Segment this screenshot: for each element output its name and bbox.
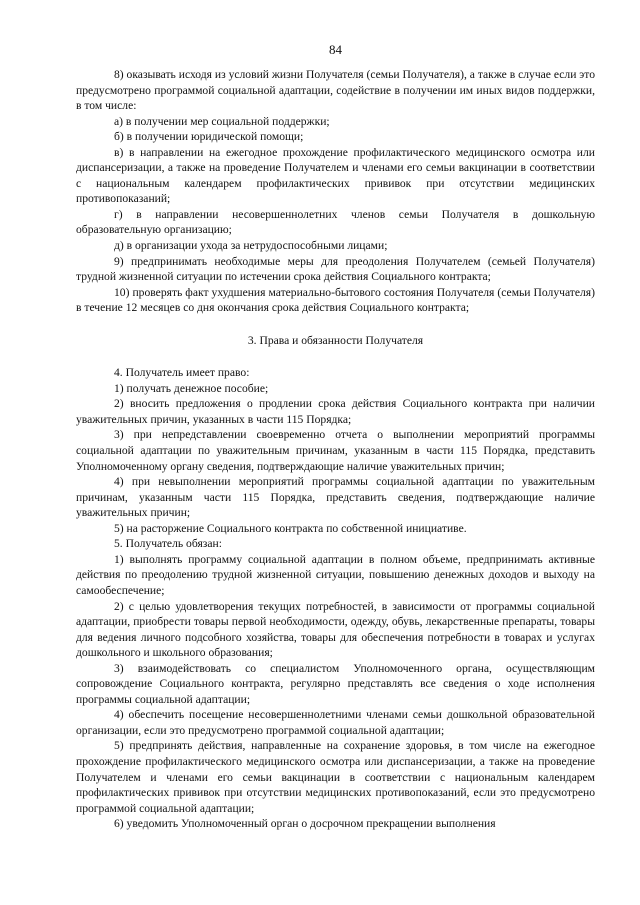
paragraph: 1) получать денежное пособие; (114, 381, 269, 395)
paragraph: г) в направлении несовершеннолетних членов семьи Получателя в дошкольную образовательную организацию; (76, 207, 595, 237)
paragraph: 8) оказывать исходя из условий жизни Получателя (семьи Получателя), а также в случае если это предусмотрено программой социальной адаптации, содействие в получении им иных видов поддержки, в том числе: (76, 68, 595, 113)
paragraph: 10) проверять факт ухудшения материально-бытового состояния Получателя (семьи Получателя) в течение 12 месяцев со дня окончания срока действия Социального контракта; (76, 285, 595, 315)
paragraph: 5. Получатель обязан: (114, 537, 222, 551)
paragraph: 4) при невыполнении мероприятий программы социальной адаптации по уважительным причинам, указанным части 115 Порядка, представить сведения, подтверждающие наличие уважительных причин; (76, 475, 595, 520)
paragraph: в) в направлении на ежегодное прохождение профилактического медицинского осмотра или диспансеризации, а также на проведение Получателем и членами его семьи вакцинации в соответствии с национальным календарем профилактических прививок при отсутствии медицинских противопоказаний; (76, 145, 595, 206)
paragraph: 3) при непредставлении своевременно отчета о выполнении мероприятий программы социальной адаптации по уважительным причинам, указанным в части 115 Порядка, представить Уполномоченному органу сведения, подтверждающие наличие уважительных причин; (76, 428, 595, 473)
section-heading: 3. Права и обязанности Получателя (247, 333, 424, 347)
paragraph: а) в получении мер социальной поддержки; (114, 114, 330, 128)
paragraph: 4) обеспечить посещение несовершеннолетними членами семьи дошкольной образовательной организации, если это предусмотрено программой социальной адаптации; (76, 708, 595, 737)
paragraph: 5) на расторжение Социального контракта по собственной инициативе. (114, 521, 467, 535)
paragraph: 5) предпринять действия, направленные на сохранение здоровья, в том числе на ежегодное прохождение профилактического медицинского осмотра или диспансеризации, а также на проведение Получателем и членами его семьи вакцинации в соответствии с национальным календарем профилактических прививок при отсутствии медицинских противопоказаний, если это предусмотрено программой социальной адаптации; (76, 739, 595, 815)
paragraph: 1) выполнять программу социальной адаптации в полном объеме, предпринимать активные действия по преодолению трудной жизненной ситуации, повышению денежных доходов и выходу на самообеспечение; (76, 552, 595, 597)
document-body (76, 67, 595, 832)
paragraph: 3) взаимодействовать со специалистом Уполномоченного органа, осуществляющим сопровождение Социального контракта, регулярно представлять все сведения о ходе исполнения программы социальной адаптации; (76, 661, 595, 706)
paragraph: 2) с целью удовлетворения текущих потребностей, в зависимости от программы социальной адаптации, приобрести товары первой необходимости, одежду, обувь, лекарственные препараты, товары для ведения личного подсобного хозяйства, товары для обеспечения потребности в товарах и услугах дошкольного и школьного образования; (76, 599, 595, 660)
paragraph: 4. Получатель имеет право: (114, 366, 250, 380)
paragraph: 2) вносить предложения о продлении срока действия Социального контракта при наличии уважительных причин, указанных в части 115 Порядка; (76, 397, 595, 426)
paragraph: д) в организации ухода за нетрудоспособными лицами; (114, 239, 388, 253)
paragraph: б) в получении юридической помощи; (114, 130, 304, 144)
paragraph: 6) уведомить Уполномоченный орган о досрочном прекращении выполнения (114, 817, 496, 831)
paragraph: 9) предпринимать необходимые меры для преодоления Получателем (семьей Получателя) трудной жизненной ситуации по истечении срока действия Социального контракта; (76, 254, 595, 284)
page-number: 84 (329, 42, 342, 57)
